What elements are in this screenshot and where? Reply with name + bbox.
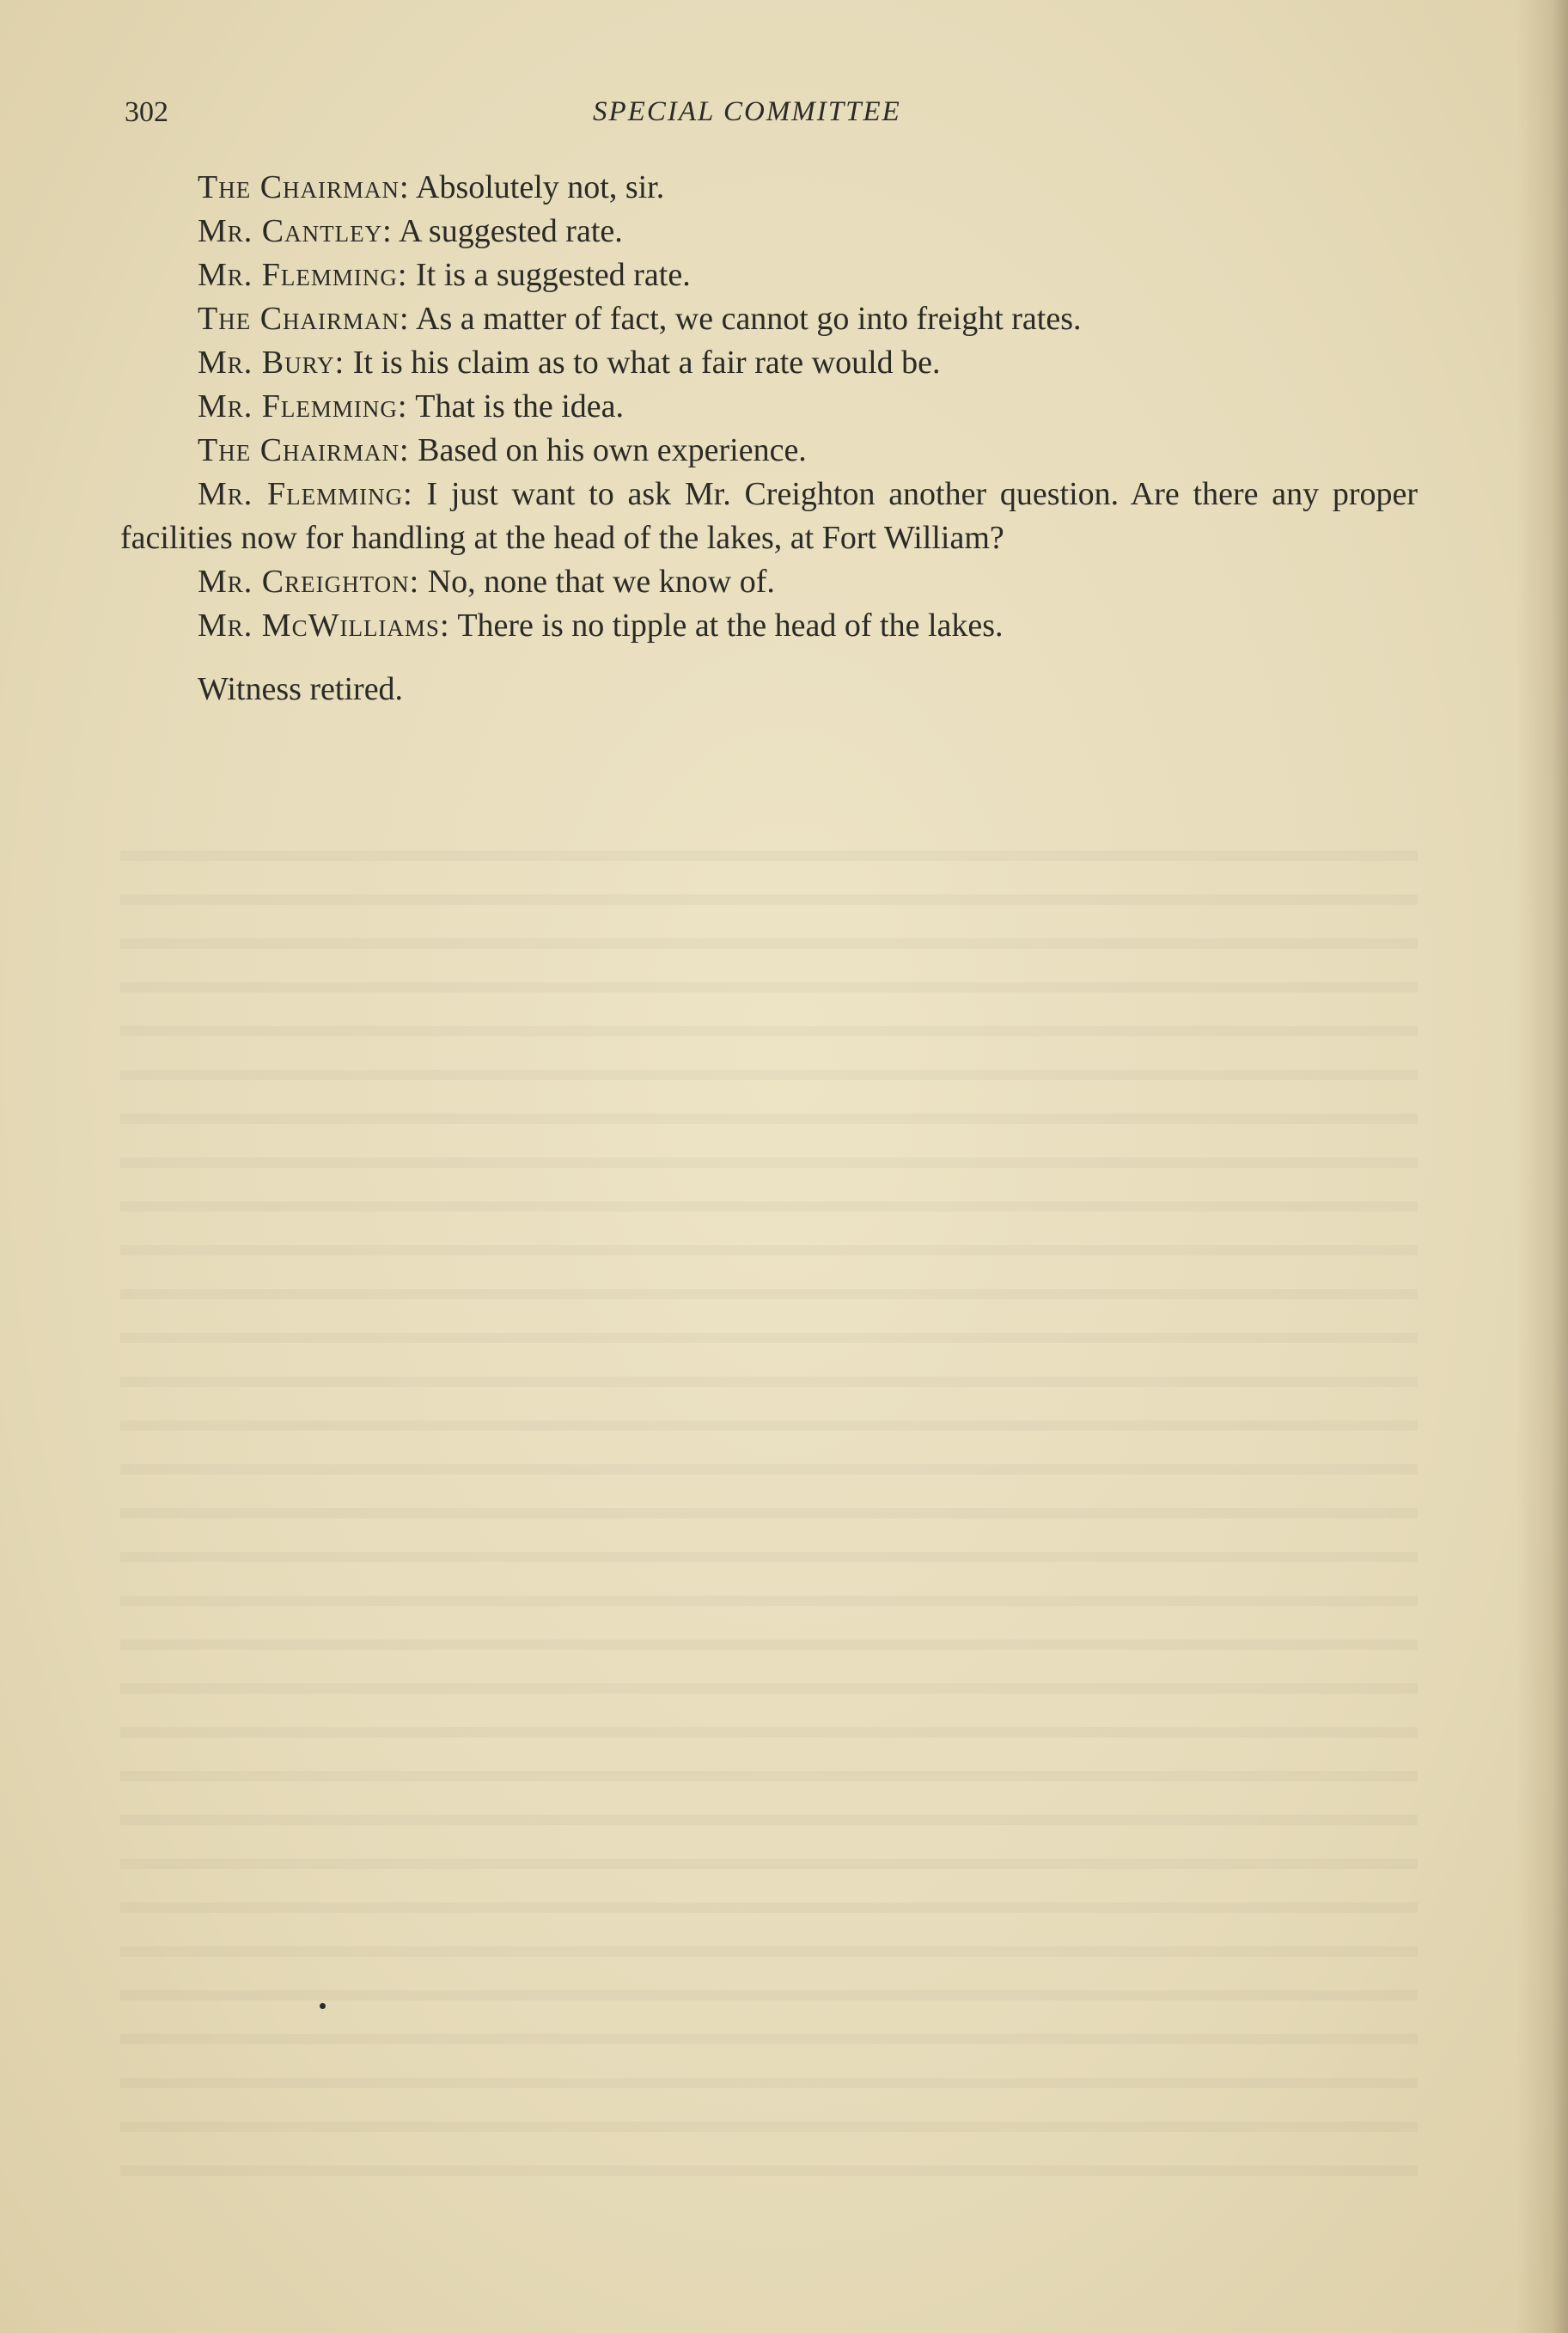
speaker-name: Mr. Cantley:: [198, 213, 393, 249]
speech-text: It is a suggested rate.: [407, 257, 691, 293]
speech-text: As a matter of fact, we cannot go into freight rates.: [409, 301, 1082, 337]
page-number: 302: [125, 96, 168, 128]
transcript-line: [120, 429, 1418, 473]
speaker-name: The Chairman:: [198, 169, 410, 205]
speech-text: There is no tipple at the head of the lakes.: [449, 608, 1004, 644]
speaker-name: The Chairman:: [198, 301, 410, 337]
transcript-line: [120, 297, 1418, 341]
transcript-line: [120, 341, 1418, 385]
speech-text: It is his claim as to what a fair rate would be.: [345, 345, 941, 381]
show-through-texture: [120, 825, 1418, 2200]
transcript-line: [120, 604, 1418, 648]
transcript-line: [120, 385, 1418, 429]
transcript-line: [120, 253, 1418, 297]
transcript-line: [120, 210, 1418, 253]
page-header: [0, 96, 1568, 148]
speech-text: A suggested rate.: [392, 213, 623, 249]
speaker-name: Mr. Flemming:: [198, 476, 413, 512]
transcript-line: [120, 473, 1418, 560]
speech-text: I just want to ask Mr. Creighton another question. Are there any proper facilities now for handling at the head of the lakes, at Fort William?: [120, 476, 1418, 556]
page-edge-shadow: [1516, 0, 1568, 2333]
speaker-name: Mr. Creighton:: [198, 564, 420, 600]
speaker-name: Mr. Flemming:: [198, 388, 408, 424]
running-head: SPECIAL COMMITTEE: [593, 96, 901, 127]
speech-text: That is the idea.: [407, 388, 624, 424]
speaker-name: Mr. McWilliams:: [198, 608, 450, 644]
speaker-name: Mr. Bury:: [198, 345, 345, 381]
transcript-line: [120, 166, 1418, 210]
transcript-line: [120, 560, 1418, 604]
speech-text: Based on his own experience.: [409, 432, 807, 468]
speech-text: No, none that we know of.: [419, 564, 775, 600]
closing-note: Witness retired.: [198, 671, 404, 707]
transcript-body: [120, 166, 1418, 712]
ink-speck: [320, 2003, 326, 2009]
speaker-name: Mr. Flemming:: [198, 257, 408, 293]
speech-text: Absolutely not, sir.: [409, 169, 665, 205]
speaker-name: The Chairman:: [198, 432, 410, 468]
